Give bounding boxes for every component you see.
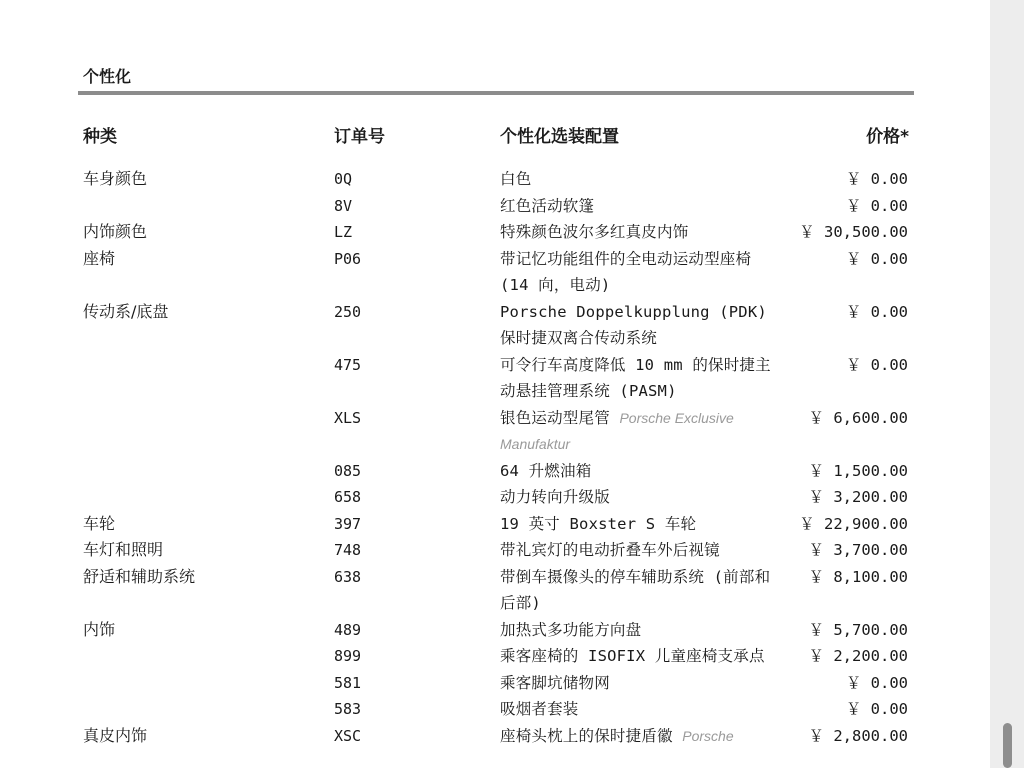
row-option [500,537,782,564]
row-option [500,564,782,617]
header-category: 种类 [83,127,117,147]
row-option-text: 吸烟者套装 [500,700,579,718]
row-order-no: 583 [334,700,362,718]
header-price: 价格* [866,127,909,147]
row-option [500,246,782,299]
table-row [83,484,913,511]
table-row [83,696,913,723]
row-option [500,723,782,750]
row-order-no: XSC [334,726,362,745]
row-order-no: 638 [334,567,362,586]
row-option-text: 红色活动软篷 [500,196,595,215]
row-option [500,511,782,538]
table-row [83,193,913,220]
table-row [83,643,913,670]
scrollbar-thumb[interactable] [1003,723,1012,768]
options-table [83,124,913,749]
row-order-no: 658 [334,488,362,506]
row-price: ￥ 2,800.00 [808,726,908,745]
row-order-no: P06 [334,249,362,268]
row-price: ￥ 0.00 [845,170,908,188]
row-option-text: 银色运动型尾管 [500,408,610,427]
row-order-no: 0Q [334,170,353,188]
row-price: ￥ 5,700.00 [808,620,908,639]
header-option: 个性化选装配置 [500,127,619,147]
row-order-no: LZ [334,223,353,241]
table-body [83,166,913,749]
row-price: ￥ 30,500.00 [799,223,908,241]
row-price: ￥ 6,600.00 [808,408,908,427]
row-price: ￥ 0.00 [845,355,908,374]
row-option-text: 乘客座椅的 ISOFIX 儿童座椅支承点 [500,647,765,665]
row-option [500,352,782,405]
table-row [83,405,913,458]
table-row [83,299,913,352]
row-order-no: 085 [334,461,362,480]
row-option [500,166,782,193]
row-price: ￥ 1,500.00 [808,461,908,480]
table-row [83,670,913,697]
table-row [83,166,913,193]
table-row [83,511,913,538]
row-order-no: XLS [334,408,362,427]
table-row [83,219,913,246]
header-order-no: 订单号 [334,127,385,147]
row-order-no: 581 [334,673,362,692]
row-option-text: 带礼宾灯的电动折叠车外后视镜 [500,541,720,559]
scrollbar-track[interactable] [990,0,1024,768]
row-price: ￥ 8,100.00 [808,567,908,586]
row-category: 车轮 [83,513,116,533]
table-row [83,564,913,617]
row-category: 内饰颜色 [83,222,148,241]
row-option-text: Porsche Doppelkupplung (PDK) 保时捷双离合传动系统 [500,302,767,347]
row-category: 车灯和照明 [83,540,164,559]
row-price: ￥ 0.00 [845,302,908,321]
row-price: ￥ 3,200.00 [808,488,908,506]
row-option [500,405,782,458]
row-option [500,670,782,697]
row-order-no: 397 [334,514,362,533]
row-option-text: 64 升燃油箱 [500,461,592,480]
row-option-text: 带记忆功能组件的全电动运动型座椅 (14 向，电动) [500,249,752,294]
row-order-no: 8V [334,196,353,215]
row-option-text: 可令行车高度降低 10 mm 的保时捷主动悬挂管理系统 (PASM) [500,355,771,400]
row-order-no: 489 [334,620,362,639]
row-category: 真皮内饰 [83,725,148,745]
row-option-text: 加热式多功能方向盘 [500,620,642,639]
row-category: 车身颜色 [83,169,148,188]
row-category: 舒适和辅助系统 [83,566,196,586]
table-row [83,723,913,750]
table-header [83,124,913,150]
row-price: ￥ 0.00 [845,249,908,268]
section-divider [78,91,914,95]
row-category: 传动系/底盘 [83,301,169,321]
row-option-text: 乘客脚坑储物网 [500,673,610,692]
row-order-no: 748 [334,541,362,559]
row-option [500,299,782,352]
row-price: ￥ 22,900.00 [799,514,908,533]
row-category: 内饰 [83,619,116,639]
row-option [500,696,782,723]
section-title: 个性化 [83,67,132,86]
row-option-text: 19 英寸 Boxster S 车轮 [500,514,697,533]
row-price: ￥ 0.00 [845,673,908,692]
row-option-brand: Porsche Exclusive Manufaktur [500,409,734,452]
row-price: ￥ 3,700.00 [808,541,908,559]
row-option [500,458,782,485]
row-order-no: 475 [334,355,362,374]
row-option [500,219,782,246]
row-option [500,193,782,220]
row-option-text: 座椅头枕上的保时捷盾徽 [500,726,673,745]
row-option [500,643,782,670]
row-order-no: 899 [334,647,362,665]
row-option-text: 特殊颜色波尔多红真皮内饰 [500,223,689,241]
table-row [83,458,913,485]
table-row [83,617,913,644]
table-row [83,352,913,405]
table-row [83,246,913,299]
row-order-no: 250 [334,302,362,321]
row-option-text: 带倒车摄像头的停车辅助系统 (前部和后部) [500,567,771,612]
table-row [83,537,913,564]
row-option-text: 白色 [500,170,532,188]
row-price: ￥ 0.00 [845,196,908,215]
row-option [500,484,782,511]
row-category: 座椅 [83,248,116,268]
row-option-brand: Porsche [682,727,734,744]
row-price: ￥ 2,200.00 [808,647,908,665]
row-price: ￥ 0.00 [845,700,908,718]
row-option-text: 动力转向升级版 [500,488,610,506]
row-option [500,617,782,644]
